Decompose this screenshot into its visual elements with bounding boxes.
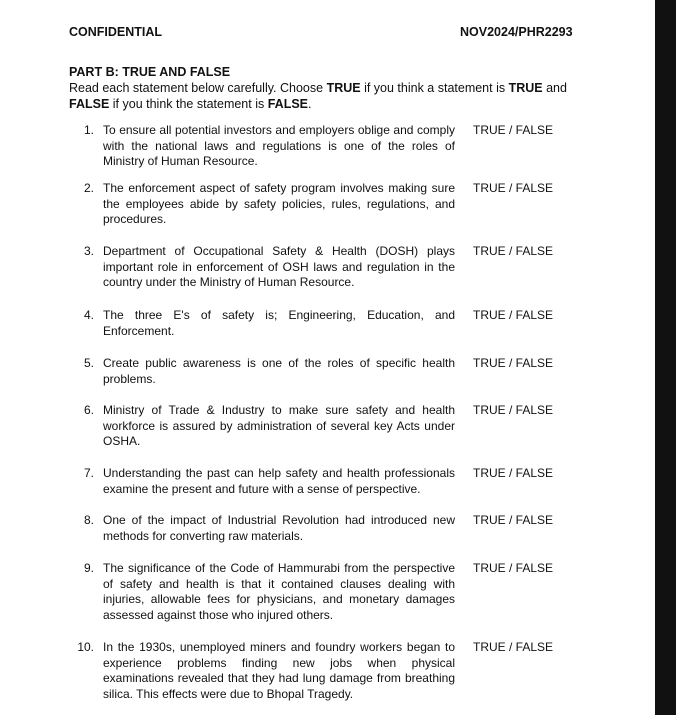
instructions-bold-false-1: FALSE (69, 97, 110, 111)
answer-choice[interactable]: TRUE / FALSE (473, 356, 554, 370)
instructions-text-2: if you think a statement is (360, 81, 509, 95)
answer-choice[interactable]: TRUE / FALSE (473, 561, 554, 575)
answer-choice[interactable]: TRUE / FALSE (473, 181, 554, 195)
question-number: 3. (83, 244, 94, 258)
question-text: Understanding the past can help safety and health professionals examine the present and future with a sense of perspective. (103, 466, 455, 496)
answer-choice[interactable]: TRUE / FALSE (473, 513, 554, 527)
question-number: 7. (83, 466, 94, 480)
instructions-text-4: if you think the statement is (109, 97, 268, 111)
question-number: 2. (83, 181, 94, 195)
question-number: 4. (83, 308, 94, 322)
question-text: Create public awareness is one of the roles of specific health problems. (103, 356, 455, 386)
answer-choice[interactable]: TRUE / FALSE (473, 466, 554, 480)
instructions-bold-false-2: FALSE (267, 97, 309, 111)
answer-choice[interactable]: TRUE / FALSE (473, 123, 554, 137)
question-text: In the 1930s, unemployed miners and foundry workers began to experience problems finding new jobs when physical examinations revealed that they had lung damage from breathing silica. This effects were due to Bhopal Tragedy. (103, 640, 455, 702)
question-text: The three E's of safety is; Engineering, Education, and Enforcement. (103, 308, 455, 338)
question-number: 9. (83, 561, 94, 575)
question-text: To ensure all potential investors and employers oblige and comply with the national laws and regulations is one of the roles of Ministry of Human Resource. (103, 123, 455, 169)
instructions-bold-true-1: TRUE (326, 81, 361, 95)
paper-code: NOV2024/PHR2293 (460, 25, 573, 39)
part-title: PART B: TRUE AND FALSE (69, 65, 231, 79)
answer-choice[interactable]: TRUE / FALSE (473, 308, 554, 322)
dark-page-edge (655, 0, 676, 715)
question-number: 1. (83, 123, 94, 137)
answer-choice[interactable]: TRUE / FALSE (473, 244, 554, 258)
instructions-text-5: . (308, 97, 312, 111)
instructions (69, 80, 579, 112)
question-number: 6. (83, 403, 94, 417)
question-text: The enforcement aspect of safety program involves making sure the employees abide by safety policies, rules, regulations, and procedures. (103, 181, 455, 227)
instructions-bold-true-2: TRUE (508, 81, 543, 95)
instructions-text-1: Read each statement below carefully. Choose (69, 81, 327, 95)
answer-choice[interactable]: TRUE / FALSE (473, 403, 554, 417)
question-text: One of the impact of Industrial Revolution had introduced new methods for converting raw materials. (103, 513, 455, 543)
answer-choice[interactable]: TRUE / FALSE (473, 640, 554, 654)
question-number: 8. (83, 513, 94, 527)
confidential-label: CONFIDENTIAL (69, 25, 163, 39)
question-number: 5. (83, 356, 94, 370)
question-number: 10. (77, 640, 94, 654)
instructions-text-3: and (542, 81, 567, 95)
question-text: Department of Occupational Safety & Health (DOSH) plays important role in enforcement of OSH laws and regulation in the country under the Ministry of Human Resource. (103, 244, 455, 290)
question-text: The significance of the Code of Hammurabi from the perspective of safety and health is that it contained clauses dealing with injuries, allowable fees for physicians, and monetary damages assessed against those who injured others. (103, 561, 455, 623)
question-text: Ministry of Trade & Industry to make sure safety and health workforce is assured by administration of several key Acts under OSHA. (103, 403, 455, 449)
